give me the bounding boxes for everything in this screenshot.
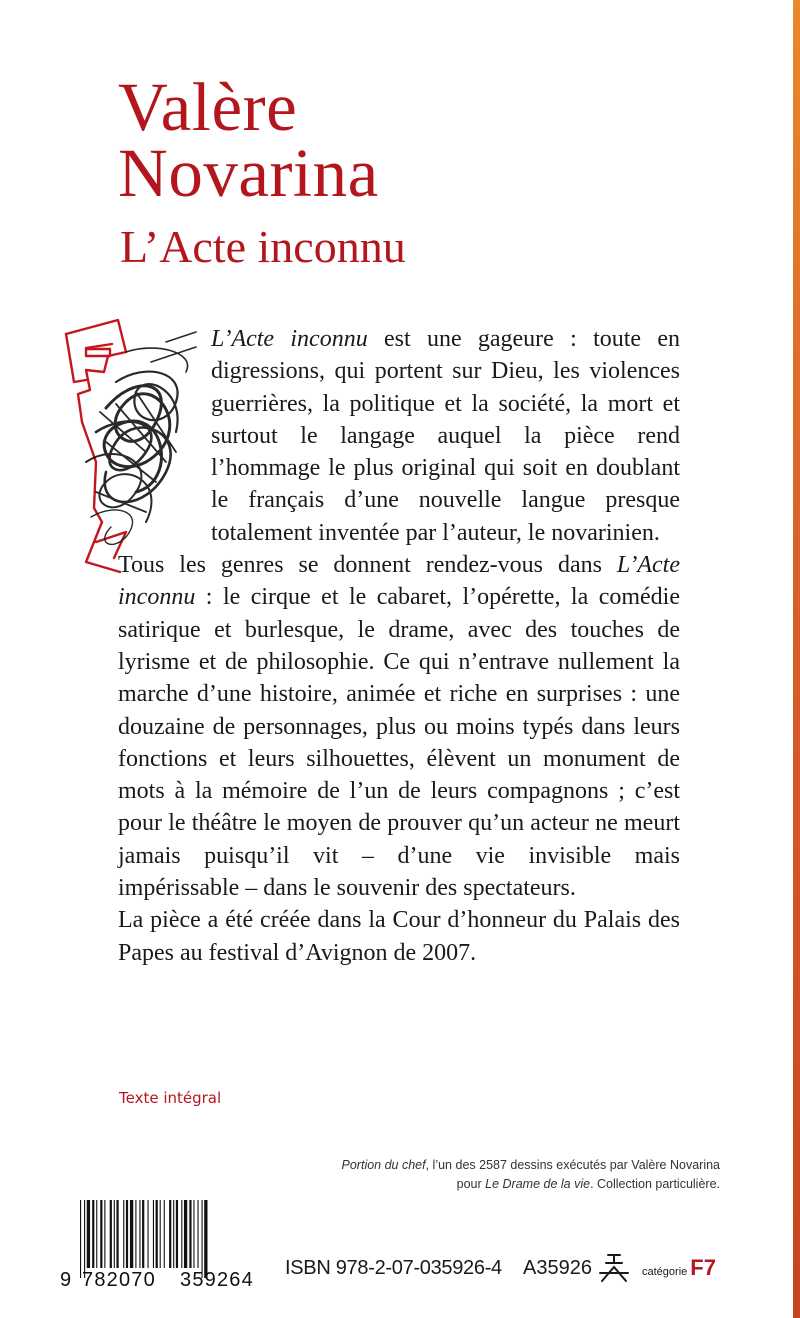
blurb-text: est une gageure : toute en digressions, qui portent sur Dieu, les violences guerrières, la politique et la société, la mort et surtout le langage auquel la pièce rend l’hommage le plus original qui soit en doublant le français d’une nouvelle langue presque totalement inventée par l’auteur, le novarinien. xyxy=(211,326,681,546)
isbn-barcode xyxy=(58,1200,280,1290)
category-badge xyxy=(642,1255,716,1281)
category-value: F7 xyxy=(690,1255,716,1280)
book-title: L’Acte inconnu xyxy=(120,221,406,272)
edition-note: Texte intégral xyxy=(119,1089,222,1107)
author-first-name: Valère xyxy=(118,69,298,145)
caption-text: , l’un des 2587 dessins exécutés par Valère Novarina xyxy=(425,1158,720,1172)
cover-edge-stripe xyxy=(793,0,800,1318)
barcode-right-digits: 359264 xyxy=(180,1269,254,1290)
category-label: catégorie xyxy=(642,1266,688,1278)
illustration-caption xyxy=(300,1156,720,1194)
author-name xyxy=(118,69,379,211)
caption-text: . Collection particulière. xyxy=(590,1177,720,1191)
caption-artwork-title: Portion du chef xyxy=(341,1158,426,1172)
caption-text: pour xyxy=(456,1177,486,1191)
blurb-paragraph-1 xyxy=(211,323,680,549)
barcode-left-digits: 782070 xyxy=(82,1269,156,1290)
isbn-number: ISBN 978-2-07-035926-4 xyxy=(285,1257,502,1279)
blurb-title-reference: L’Acte inconnu xyxy=(118,552,680,611)
barcode-first-digit: 9 xyxy=(60,1269,72,1290)
blurb-paragraph-3: La pièce a été créée dans la Cour d’honneur du Palais des Papes au festival d’Avignon de 2007. xyxy=(118,907,680,966)
caption-line-2 xyxy=(300,1175,720,1194)
blurb-paragraph-2 xyxy=(118,549,680,904)
blurb-text: Tous les genres se donnent rendez-vous dans xyxy=(118,552,617,579)
author-last-name: Novarina xyxy=(118,135,379,211)
back-cover-blurb xyxy=(118,323,680,969)
product-code: A35926 xyxy=(523,1257,592,1279)
caption-work-title: Le Drame de la vie xyxy=(485,1177,591,1191)
publisher-logo-icon xyxy=(598,1251,630,1285)
blurb-title-reference: L’Acte inconnu xyxy=(211,326,368,352)
caption-line-1 xyxy=(300,1156,720,1175)
blurb-text: : le cirque et le cabaret, l’opérette, la comédie satirique et burlesque, le drame, avec des touches de lyrisme et de philosophie. Ce qui n’entrave nullement la marche d’une histoire, animée et riche en surprises : une douzaine de personnages, plus ou moins typés dans leurs fonctions et leurs silhouettes, élèvent un monument de mots à la mémoire de l’un de leurs compagnons ; c’est pour le théâtre le moyen de prouver qu’un acteur ne meurt jamais puisqu’il vit – d’une vie invisible mais impérissable – dans le souvenir des spectateurs. xyxy=(118,584,680,902)
